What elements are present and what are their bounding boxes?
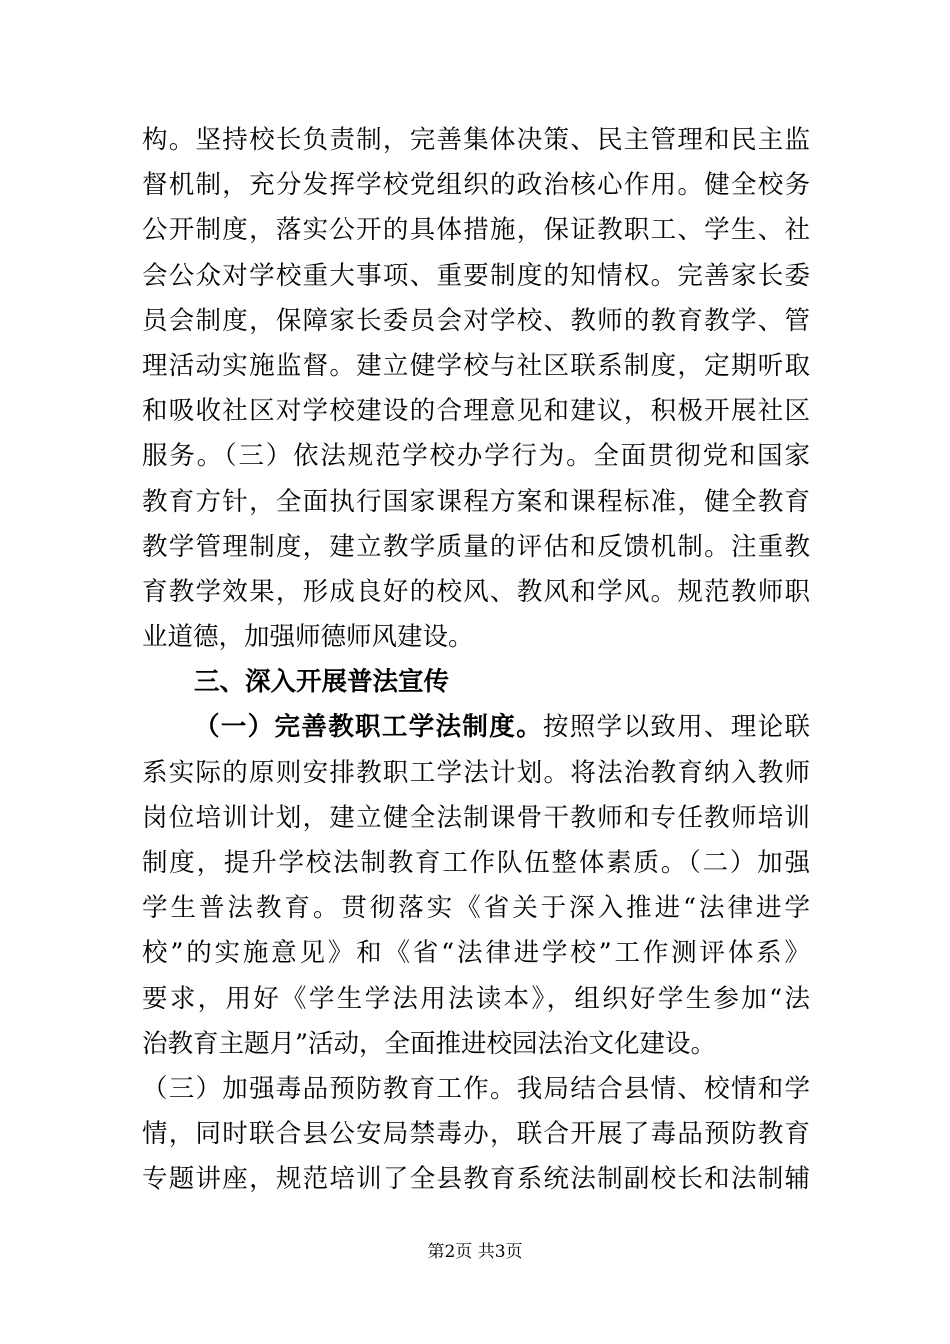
text-line: 制度，提升学校法制教育工作队伍整体素质。（二）加强 — [142, 848, 810, 878]
text-line: 要求，用好《学生学法用法读本》，组织好学生参加“法 — [142, 983, 810, 1014]
document-body — [142, 118, 810, 1203]
text-line: 专题讲座，规范培训了全县教育系统法制副校长和法制辅 — [142, 1164, 810, 1195]
text-line: 督机制，充分发挥学校党组织的政治核心作用。健全校务 — [142, 170, 810, 201]
text-line: 和吸收社区对学校建设的合理意见和建议，积极开展社区 — [142, 396, 810, 427]
text-line: 理活动实施监督。建立健学校与社区联系制度，定期听取 — [142, 350, 810, 381]
paragraph-first-line — [142, 705, 810, 750]
text-line: 教学管理制度，建立教学质量的评估和反馈机制。注重教 — [142, 531, 810, 562]
text-line: 教育方针，全面执行国家课程方案和课程标准，健全教育 — [142, 486, 810, 517]
text-line: 校”的实施意见》和《省“法律进学校”工作测评体系》 — [142, 938, 810, 969]
section-heading: 三、深入开展普法宣传 — [194, 667, 450, 698]
text-line: （三）加强毒品预防教育工作。我局结合县情、校情和学 — [142, 1073, 810, 1104]
text-line: 岗位培训计划，建立健全法制课骨干教师和专任教师培训 — [142, 802, 810, 833]
text-line: 系实际的原则安排教职工学法计划。将法治教育纳入教师 — [142, 757, 810, 788]
text-line: 员会制度，保障家长委员会对学校、教师的教育教学、管 — [142, 305, 810, 336]
text-line: 公开制度，落实公开的具体措施，保证教职工、学生、社 — [142, 215, 810, 246]
text-line: 服务。（三）依法规范学校办学行为。全面贯彻党和国家 — [142, 441, 810, 472]
text-line: 育教学效果，形成良好的校风、教风和学风。规范教师职 — [142, 576, 810, 607]
paragraph-first-line-text: 按照学以致用、理论联 — [542, 712, 810, 743]
paragraph-legal-education — [142, 751, 810, 1203]
text-line: 学生普法教育。贯彻落实《省关于深入推进“法律进学 — [142, 893, 810, 924]
text-line: 情，同时联合县公安局禁毒办，联合开展了毒品预防教育 — [142, 1119, 810, 1150]
text-line: 构。坚持校长负责制，完善集体决策、民主管理和民主监 — [142, 125, 810, 155]
page-number-footer: 第2页 共3页 — [427, 1242, 523, 1262]
text-line: 治教育主题月”活动，全面推进校园法治文化建设。 — [142, 1028, 717, 1059]
paragraph-governance — [142, 118, 810, 660]
text-line: 业道德，加强师德师风建设。 — [142, 622, 474, 653]
subsection-title: （一）完善教职工学法制度。 — [194, 712, 543, 743]
text-line: 会公众对学校重大事项、重要制度的知情权。完善家长委 — [142, 260, 810, 291]
